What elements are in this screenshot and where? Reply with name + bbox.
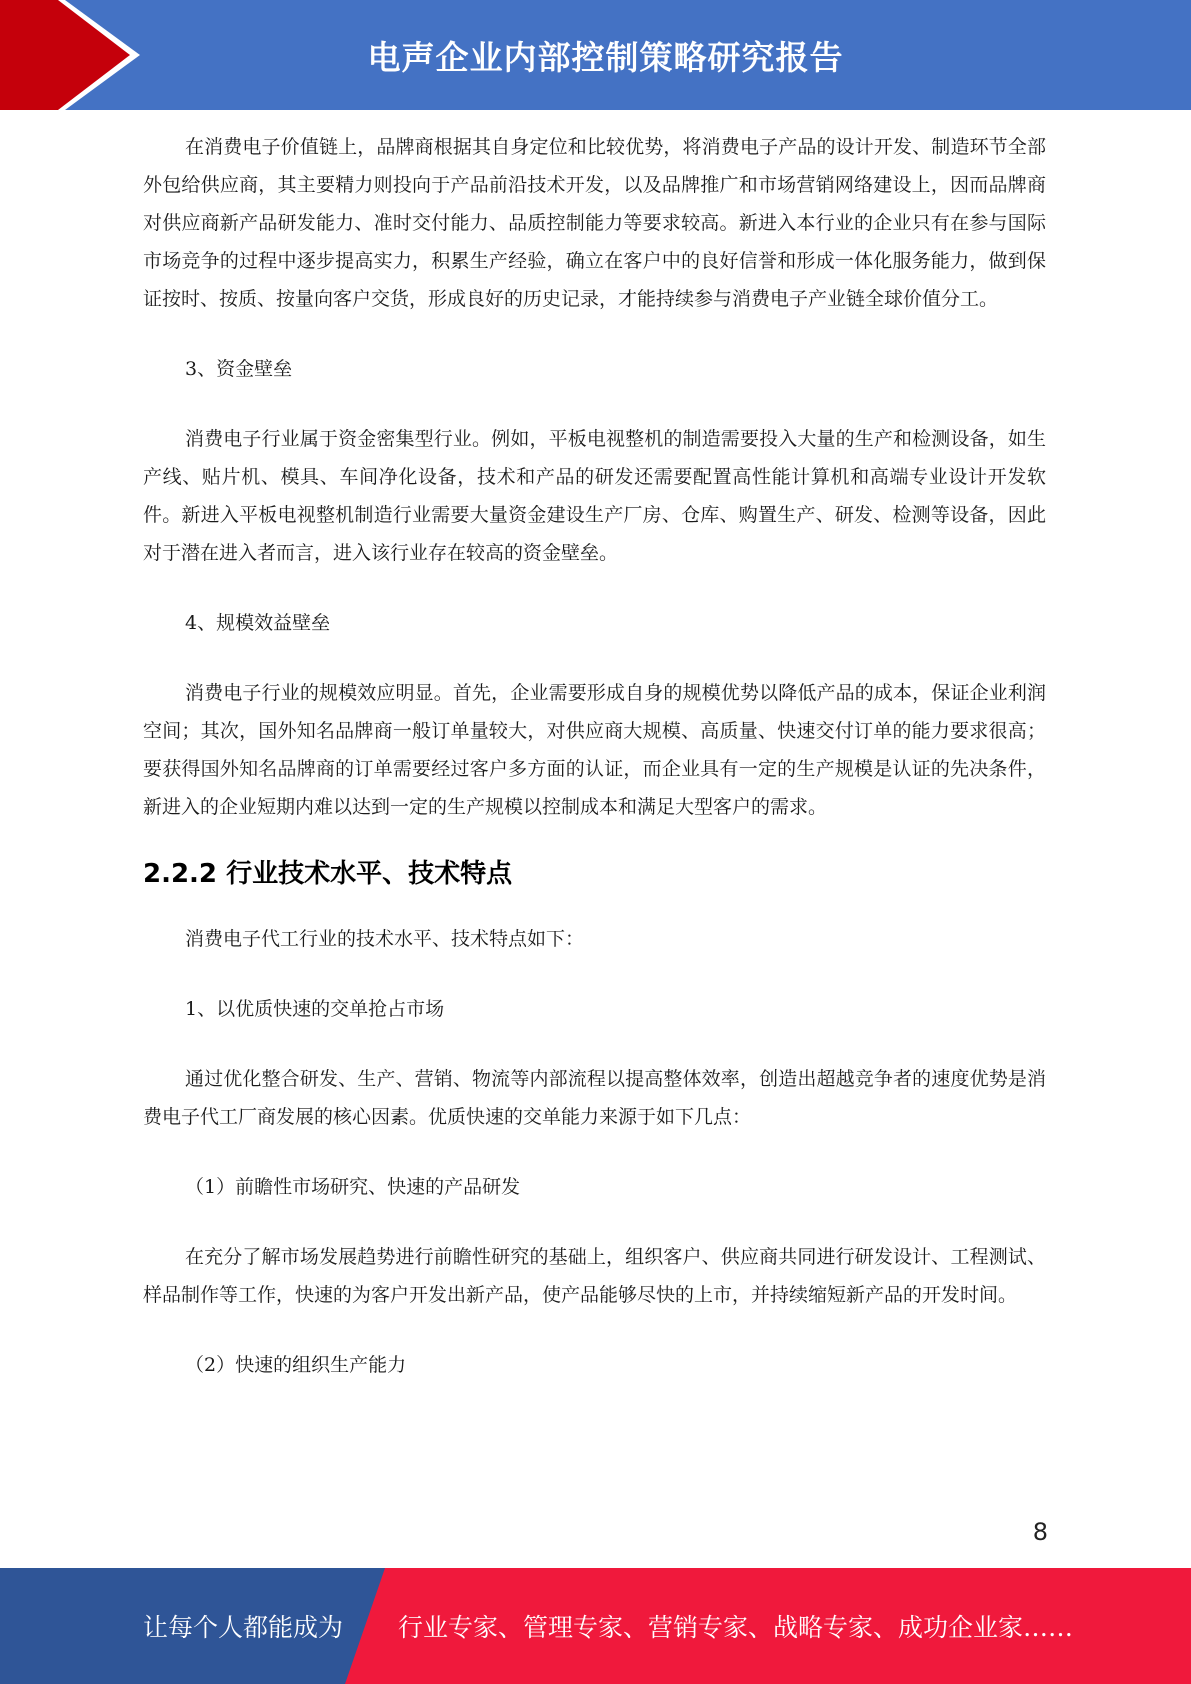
paragraph-market-research: 在充分了解市场发展趋势进行前瞻性研究的基础上，组织客户、供应商共同进行研发设计、工程测试、样品制作等工作，快速的为客户开发出新产品，使产品能够尽快的上市，并持续缩短新产品的开发时间。	[143, 1246, 1046, 1306]
page-footer	[0, 1568, 1191, 1684]
section-heading-2-2-2: 2.2.2 行业技术水平、技术特点	[143, 859, 513, 889]
page-number: 8	[1032, 1518, 1048, 1546]
paragraph-capital-barrier: 消费电子行业属于资金密集型行业。例如，平板电视整机的制造需要投入大量的生产和检测设备，如生产线、贴片机、模具、车间净化设备，技术和产品的研发还需要配置高性能计算机和高端专业设计开发软件。新进入平板电视整机制造行业需要大量资金建设生产厂房、仓库、购置生产、研发、检测等设备，因此对于潜在进入者而言，进入该行业存在较高的资金壁垒。	[143, 428, 1046, 564]
document-body	[143, 128, 1046, 1384]
paragraph-scale-barrier: 消费电子行业的规模效应明显。首先，企业需要形成自身的规模优势以降低产品的成本，保证企业利润空间；其次，国外知名品牌商一般订单量较大，对供应商大规模、高质量、快速交付订单的能力要求很高；要获得国外知名品牌商的订单需要经过客户多方面的认证，而企业具有一定的生产规模是认证的先决条件，新进入的企业短期内难以达到一定的生产规模以控制成本和满足大型客户的需求。	[143, 682, 1046, 818]
footer-slogan-left: 让每个人都能成为	[143, 1613, 344, 1642]
report-title: 电声企业内部控制策略研究报告	[367, 37, 844, 77]
paragraph-tech-intro: 消费电子代工行业的技术水平、技术特点如下：	[185, 928, 585, 950]
subheading-capital-barrier: 3、资金壁垒	[185, 358, 293, 380]
paragraph-value-chain: 在消费电子价值链上，品牌商根据其自身定位和比较优势，将消费电子产品的设计开发、制造环节全部外包给供应商，其主要精力则投向于产品前沿技术开发，以及品牌推广和市场营销网络建设上，因而品牌商对供应商新产品研发能力、准时交付能力、品质控制能力等要求较高。新进入本行业的企业只有在参与国际市场竞争的过程中逐步提高实力，积累生产经验，确立在客户中的良好信誉和形成一体化服务能力，做到保证按时、按质、按量向客户交货，形成良好的历史记录，才能持续参与消费电子产业链全球价值分工。	[143, 136, 1046, 310]
footer-slogan-right: 行业专家、管理专家、营销专家、战略专家、成功企业家……	[398, 1613, 1074, 1642]
paragraph-fast-delivery: 通过优化整合研发、生产、营销、物流等内部流程以提高整体效率，创造出超越竞争者的速度优势是消费电子代工厂商发展的核心因素。优质快速的交单能力来源于如下几点：	[143, 1068, 1046, 1128]
page-header	[0, 0, 1191, 110]
subheading-scale-barrier: 4、规模效益壁垒	[185, 612, 331, 634]
subheading-production-capacity: （2）快速的组织生产能力	[185, 1354, 407, 1376]
subheading-market-research: （1）前瞻性市场研究、快速的产品研发	[185, 1176, 521, 1198]
subheading-fast-delivery: 1、以优质快速的交单抢占市场	[185, 998, 445, 1020]
